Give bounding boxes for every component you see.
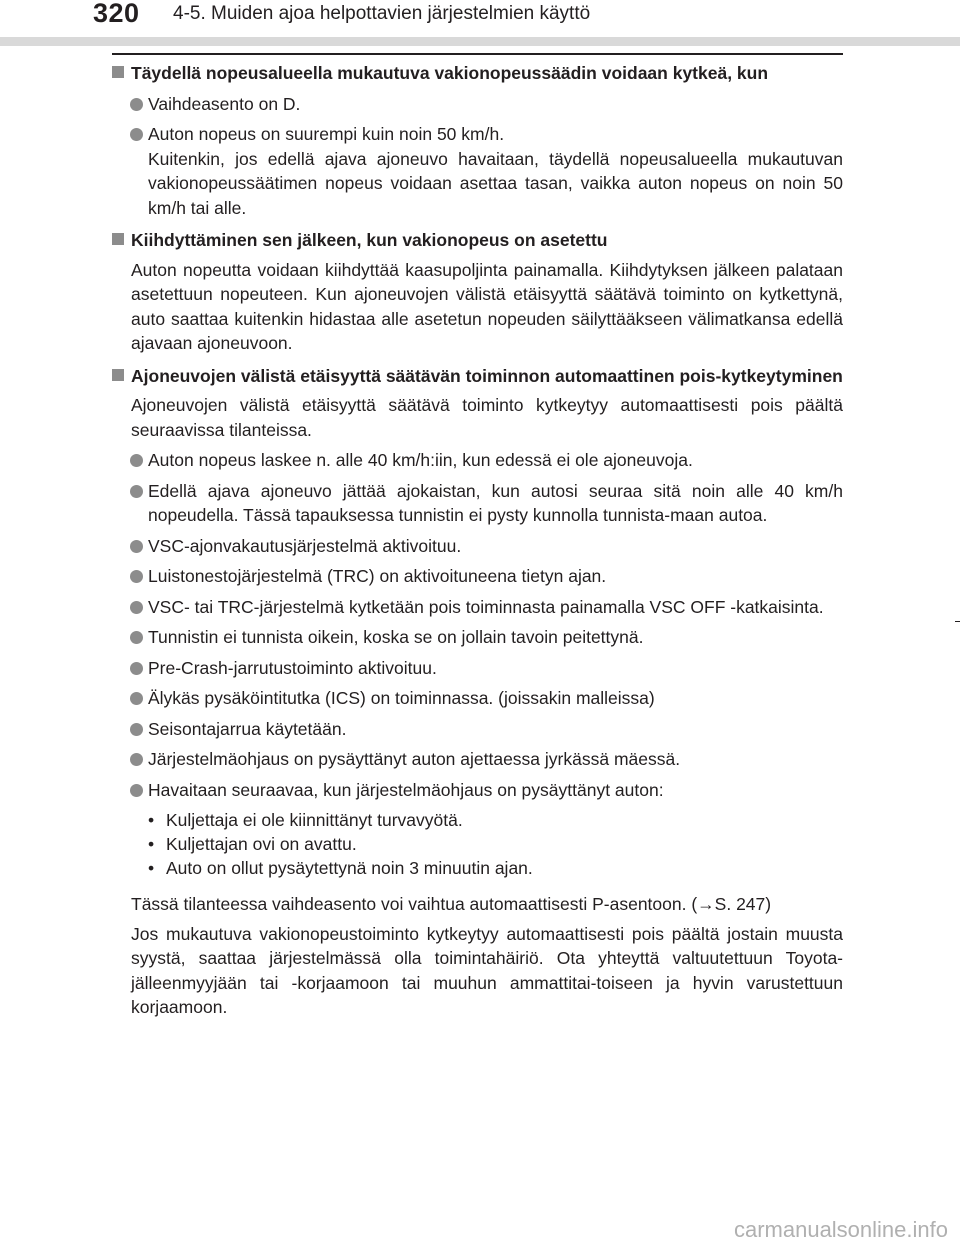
item-text: Auton nopeus on suurempi kuin noin 50 km/h. xyxy=(148,124,505,144)
item-text: Tunnistin ei tunnista oikein, koska se on jollain tavoin peitettynä. xyxy=(148,627,644,647)
circle-bullet-icon xyxy=(130,454,143,467)
sub-item-text: Kuljettajan ovi on avattu. xyxy=(166,834,357,854)
sub-item-text: Kuljettaja ei ole kiinnittänyt turvavyötä. xyxy=(166,810,463,830)
list-item xyxy=(112,686,843,711)
list-item xyxy=(112,122,843,220)
item-text: VSC-ajonvakautusjärjestelmä aktivoituu. xyxy=(148,535,462,556)
list-item xyxy=(112,717,843,742)
list-item xyxy=(112,625,843,650)
sub-list-item xyxy=(148,832,843,856)
list-item xyxy=(112,92,843,117)
circle-bullet-icon xyxy=(130,485,143,498)
section-auto-cancel xyxy=(112,364,843,1020)
watermark: carmanualsonline.info xyxy=(733,1217,948,1242)
item-text: Älykäs pysäköintitutka (ICS) on toiminnassa. (joissakin malleissa) xyxy=(148,688,655,708)
arrow-icon: → xyxy=(697,894,715,914)
dot-bullet-icon: • xyxy=(148,834,155,854)
item-text: Havaitaan seuraavaa, kun järjestelmäohjaus on pysäyttänyt auton: xyxy=(148,779,664,800)
section-activation-conditions xyxy=(112,61,843,220)
page-content xyxy=(112,61,843,1025)
header-rule xyxy=(112,53,843,55)
list-item xyxy=(112,747,843,772)
dot-bullet-icon: • xyxy=(148,810,155,830)
page-number: 320 xyxy=(93,0,140,28)
heading-text: Kiihdyttäminen sen jälkeen, kun vakionopeus on asetettu xyxy=(131,230,608,250)
item-text: Seisontajarrua käytetään. xyxy=(148,718,347,739)
list-item xyxy=(112,479,843,528)
circle-bullet-icon xyxy=(130,570,143,583)
square-bullet-icon xyxy=(112,369,124,381)
circle-bullet-icon xyxy=(130,662,143,675)
sub-list-item xyxy=(148,808,843,832)
sub-list-item xyxy=(148,856,843,880)
item-text: Luistonestojärjestelmä (TRC) on aktivoituneena tietyn ajan. xyxy=(148,566,607,586)
header-band xyxy=(0,37,960,46)
list-item xyxy=(112,448,843,473)
item-text: Auton nopeus laskee n. alle 40 km/h:iin, kun edessä ei ole ajoneuvoja. xyxy=(148,450,693,470)
circle-bullet-icon xyxy=(130,784,143,797)
paragraph: Ajoneuvojen välistä etäisyyttä säätävä toiminto kytkeytyy automaattisesti pois päältä seuraavissa tilanteissa. xyxy=(131,395,843,440)
circle-bullet-icon xyxy=(130,128,143,141)
square-bullet-icon xyxy=(112,66,124,78)
circle-bullet-icon xyxy=(130,753,143,766)
paragraph: Jos mukautuva vakionopeustoiminto kytkeytyy automaattisesti pois päältä jostain muusta syystä, saattaa järjestelmässä olla toimintahäiriö. Ota yhteyttä valtuutettuun Toyota-jälleenmyyjään tai -korjaamoon tai muuhun ammattitai-toiseen ja hyvin varustettuun korjaamoon. xyxy=(131,923,843,1017)
section-heading xyxy=(112,228,843,253)
sub-list xyxy=(112,808,843,880)
section-acceleration xyxy=(112,228,843,356)
circle-bullet-icon xyxy=(130,98,143,111)
section-heading xyxy=(112,61,843,86)
circle-bullet-icon xyxy=(130,601,143,614)
list-item xyxy=(112,656,843,681)
paragraph: Auton nopeutta voidaan kiihdyttää kaasupoljinta painamalla. Kiihdytyksen jälkeen palataan asetettuun nopeuteen. Kun ajoneuvojen välistä etäisyyttä säätävä toiminto on kytkettynä, auto saattaa kuitenkin hidastaa alle asetetun nopeuden säilyttääkseen välimatkansa edellä ajavaan ajoneuvoon. xyxy=(131,259,843,353)
heading-text: Täydellä nopeusalueella mukautuva vakionopeussäädin voidaan kytkeä, kun xyxy=(131,63,769,83)
circle-bullet-icon xyxy=(130,723,143,736)
item-text: Edellä ajava ajoneuvo jättää ajokaistan, kun autosi seuraa sitä noin alle 40 km/h nopeudella. Tässä tapauksessa tunnistin ei pysty kunnolla tunnista-maan autoa. xyxy=(148,480,843,525)
item-text: Vaihdeasento on D. xyxy=(148,93,301,114)
list-item xyxy=(112,534,843,559)
dot-bullet-icon: • xyxy=(148,858,155,878)
margin-tick xyxy=(955,621,960,622)
circle-bullet-icon xyxy=(130,631,143,644)
circle-bullet-icon xyxy=(130,540,143,553)
item-continuation: Kuitenkin, jos edellä ajava ajoneuvo havaitaan, täydellä nopeusalueella mukautuvan vakionopeussäätimen nopeus voidaan asettaa tasan, vaikka auton nopeus on noin 50 km/h tai alle. xyxy=(148,148,843,218)
list-item xyxy=(112,595,843,620)
page-reference[interactable]: S. 247) xyxy=(714,894,772,914)
page-header xyxy=(0,0,960,46)
square-bullet-icon xyxy=(112,233,124,245)
list-item xyxy=(112,778,843,803)
chapter-title: 4-5. Muiden ajoa helpottavien järjestelmien käyttö xyxy=(173,3,591,24)
heading-text: Ajoneuvojen välistä etäisyyttä säätävän toiminnon automaattinen pois-kytkeytyminen xyxy=(131,365,843,386)
para-text: Tässä tilanteessa vaihdeasento voi vaihtua automaattisesti P-asentoon. ( xyxy=(131,894,698,914)
paragraph xyxy=(112,892,843,917)
item-text: Järjestelmäohjaus on pysäyttänyt auton ajettaessa jyrkässä mäessä. xyxy=(148,749,681,769)
item-text: Pre-Crash-jarrutustoiminto aktivoituu. xyxy=(148,657,437,678)
list-item xyxy=(112,564,843,589)
item-text: VSC- tai TRC-järjestelmä kytketään pois toiminnasta painamalla VSC OFF -katkaisinta. xyxy=(148,596,824,617)
circle-bullet-icon xyxy=(130,692,143,705)
section-heading xyxy=(112,364,843,389)
sub-item-text: Auto on ollut pysäytettynä noin 3 minuutin ajan. xyxy=(166,858,533,878)
